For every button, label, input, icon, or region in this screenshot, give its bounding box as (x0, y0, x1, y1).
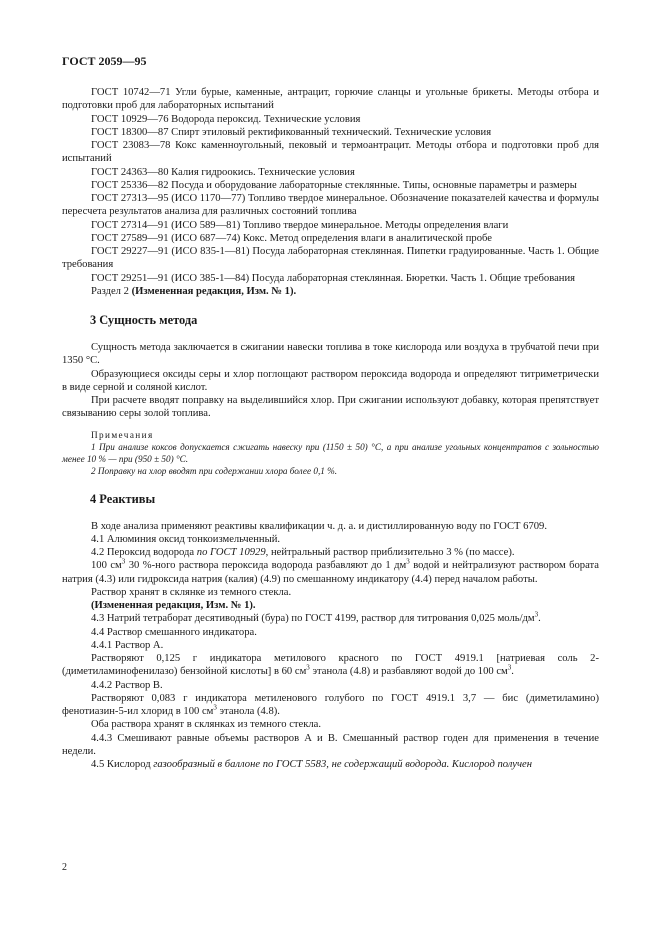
section4-para: В ходе анализа применяют реактивы квалификации ч. д. а. и дистиллированную воду по ГОСТ 6709. (91, 520, 547, 532)
section4-para: 4.1 Алюминия оксид тонкоизмельченный. (91, 533, 281, 545)
section3-para: При расчете вводят поправку на выделившийся хлор. При сжигании используют добавку, которая препятствует связыванию серы золой топлива. (62, 395, 599, 420)
note-item: 2 Поправку на хлор вводят при содержании хлора более 0,1 %. (91, 465, 338, 476)
section4-para (62, 692, 599, 719)
section4-para: 4.4.3 Смешивают равные объемы растворов А и В. Смешанный раствор годен для применения в течение недели. (62, 732, 599, 757)
note-item: 1 При анализе коксов допускается сжигать навеску при (1150 ± 50) °С, а при анализе угольных концентратов с зольностью менее 10 % — при (950 ± 50) °С. (62, 441, 599, 464)
text-run: 4.2 Пероксид водорода (91, 547, 197, 558)
notes-block (62, 429, 599, 477)
edit-prefix: Раздел 2 (91, 285, 132, 297)
ref-item: ГОСТ 18300—87 Спирт этиловый ректификованный технический. Технические условия (91, 126, 492, 138)
ref-item: ГОСТ 27589—91 (ИСО 687—74) Кокс. Метод определения влаги в аналитической пробе (91, 232, 492, 244)
edit-note: (Измененная редакция, Изм. № 1). (91, 600, 256, 611)
normative-references (62, 86, 599, 298)
edit-label: (Измененная редакция, Изм. № 1). (131, 285, 297, 297)
section4-para (62, 559, 599, 586)
superscript: 3 (306, 663, 310, 672)
section4-para (62, 612, 599, 625)
ref-item: ГОСТ 25336—82 Посуда и оборудование лабораторные стеклянные. Типы, основные параметры и размеры (91, 179, 577, 191)
text-run-italic: по ГОСТ 10929 (196, 547, 266, 558)
document-header: ГОСТ 2059—95 (62, 54, 147, 68)
section4-heading: 4 Реактивы (90, 491, 156, 506)
section2-edit-note (62, 285, 599, 298)
notes-heading: Примечания (91, 429, 154, 440)
superscript: 3 (406, 557, 410, 566)
text-run: этанола (4.8). (216, 706, 280, 717)
section3-para: Сущность метода заключается в сжигании навески топлива в токе кислорода или воздуха в трубчатой печи при 1350 °С. (62, 342, 599, 367)
text-run: этанола (4.8) и разбавляют водой до 100 см (309, 666, 508, 678)
ref-item: ГОСТ 10929—76 Водорода пероксид. Технические условия (91, 113, 361, 125)
section3-para: Образующиеся оксиды серы и хлор поглощают раствором пероксида водорода и определяют титриметрически в виде серной и соляной кислот. (62, 368, 599, 393)
section4-para: 4.4.1 Раствор А. (91, 639, 164, 651)
ref-item: ГОСТ 29227—91 (ИСО 835-1—81) Посуда лабораторная стеклянная. Пипетки градуированные. Часть 1. Общие требования (62, 246, 599, 271)
document-page (62, 54, 599, 771)
superscript: 3 (534, 610, 539, 619)
text-run: водой и нейтрализуют раствором бората натрия (4.3) или гидроксида натрия (калия) (4.9) по смешанному индикатору (4.4) перед началом работы. (62, 560, 599, 585)
text-run: 4.3 Натрий тетраборат десятиводный (бура) по ГОСТ 4199, раствор для титрования 0,025 моль/дм (91, 613, 535, 625)
ref-item: ГОСТ 27314—91 (ИСО 589—81) Топливо твердое минеральное. Методы определения влаги (91, 219, 509, 231)
section4-para (62, 652, 599, 679)
text-run: . (511, 666, 514, 678)
superscript: 3 (121, 557, 126, 566)
section4-para: Оба раствора хранят в склянках из темного стекла. (91, 719, 322, 731)
section3-heading: 3 Сущность метода (90, 313, 198, 327)
text-run: 30 %-ного раствора пероксида водорода разбавляют до 1 дм (125, 560, 407, 572)
text-run: , нейтральный раствор приблизительно 3 % (по массе). (265, 547, 515, 558)
page-number: 2 (62, 862, 67, 873)
ref-item: ГОСТ 27313—95 (ИСО 1170—77) Топливо твердое минеральное. Обозначение показателей качества и формулы пересчета результатов анализа для различных состояний топлива (62, 193, 599, 218)
text-run: . (538, 613, 541, 625)
ref-item: ГОСТ 29251—91 (ИСО 385-1—84) Посуда лабораторная стеклянная. Бюретки. Часть 1. Общие требования (91, 272, 576, 284)
ref-item: ГОСТ 24363—80 Калия гидроокись. Технические условия (91, 166, 355, 178)
superscript: 3 (507, 663, 512, 672)
section4-para: 4.4.2 Раствор В. (91, 679, 163, 691)
text-run: Растворяют 0,083 г индикатора метиленового голубого по ГОСТ 4919.1 3,7 — бис (диметиламино) фенотиазин-5-ил хлорид в 100 см (62, 692, 599, 717)
ref-item: ГОСТ 10742—71 Угли бурые, каменные, антрацит, горючие сланцы и угольные брикеты. Методы отбора и подготовки проб для лабораторных испытаний (62, 87, 599, 112)
section4-para: 4.4 Раствор смешанного индикатора. (91, 626, 257, 638)
superscript: 3 (213, 703, 217, 712)
ref-item: ГОСТ 23083—78 Кокс каменноугольный, пековый и термоантрацит. Методы отбора и подготовки проб для испытаний (62, 140, 599, 165)
text-run: Растворяют 0,125 г индикатора метилового красного по ГОСТ 4919.1 [натриевая соль 2-(диметиламинофенилазо) бензойной кислоты] в 60 см (62, 653, 599, 678)
section4-para: Раствор хранят в склянке из темного стекла. (91, 586, 292, 598)
section4-para (62, 546, 599, 559)
text-run-italic: газообразный в баллоне по ГОСТ 5583, не содержащий водорода. Кислород получен (153, 759, 532, 770)
section4-para (62, 758, 599, 771)
text-run: 4.5 Кислород (91, 759, 154, 770)
text-run: 100 см (91, 560, 122, 572)
